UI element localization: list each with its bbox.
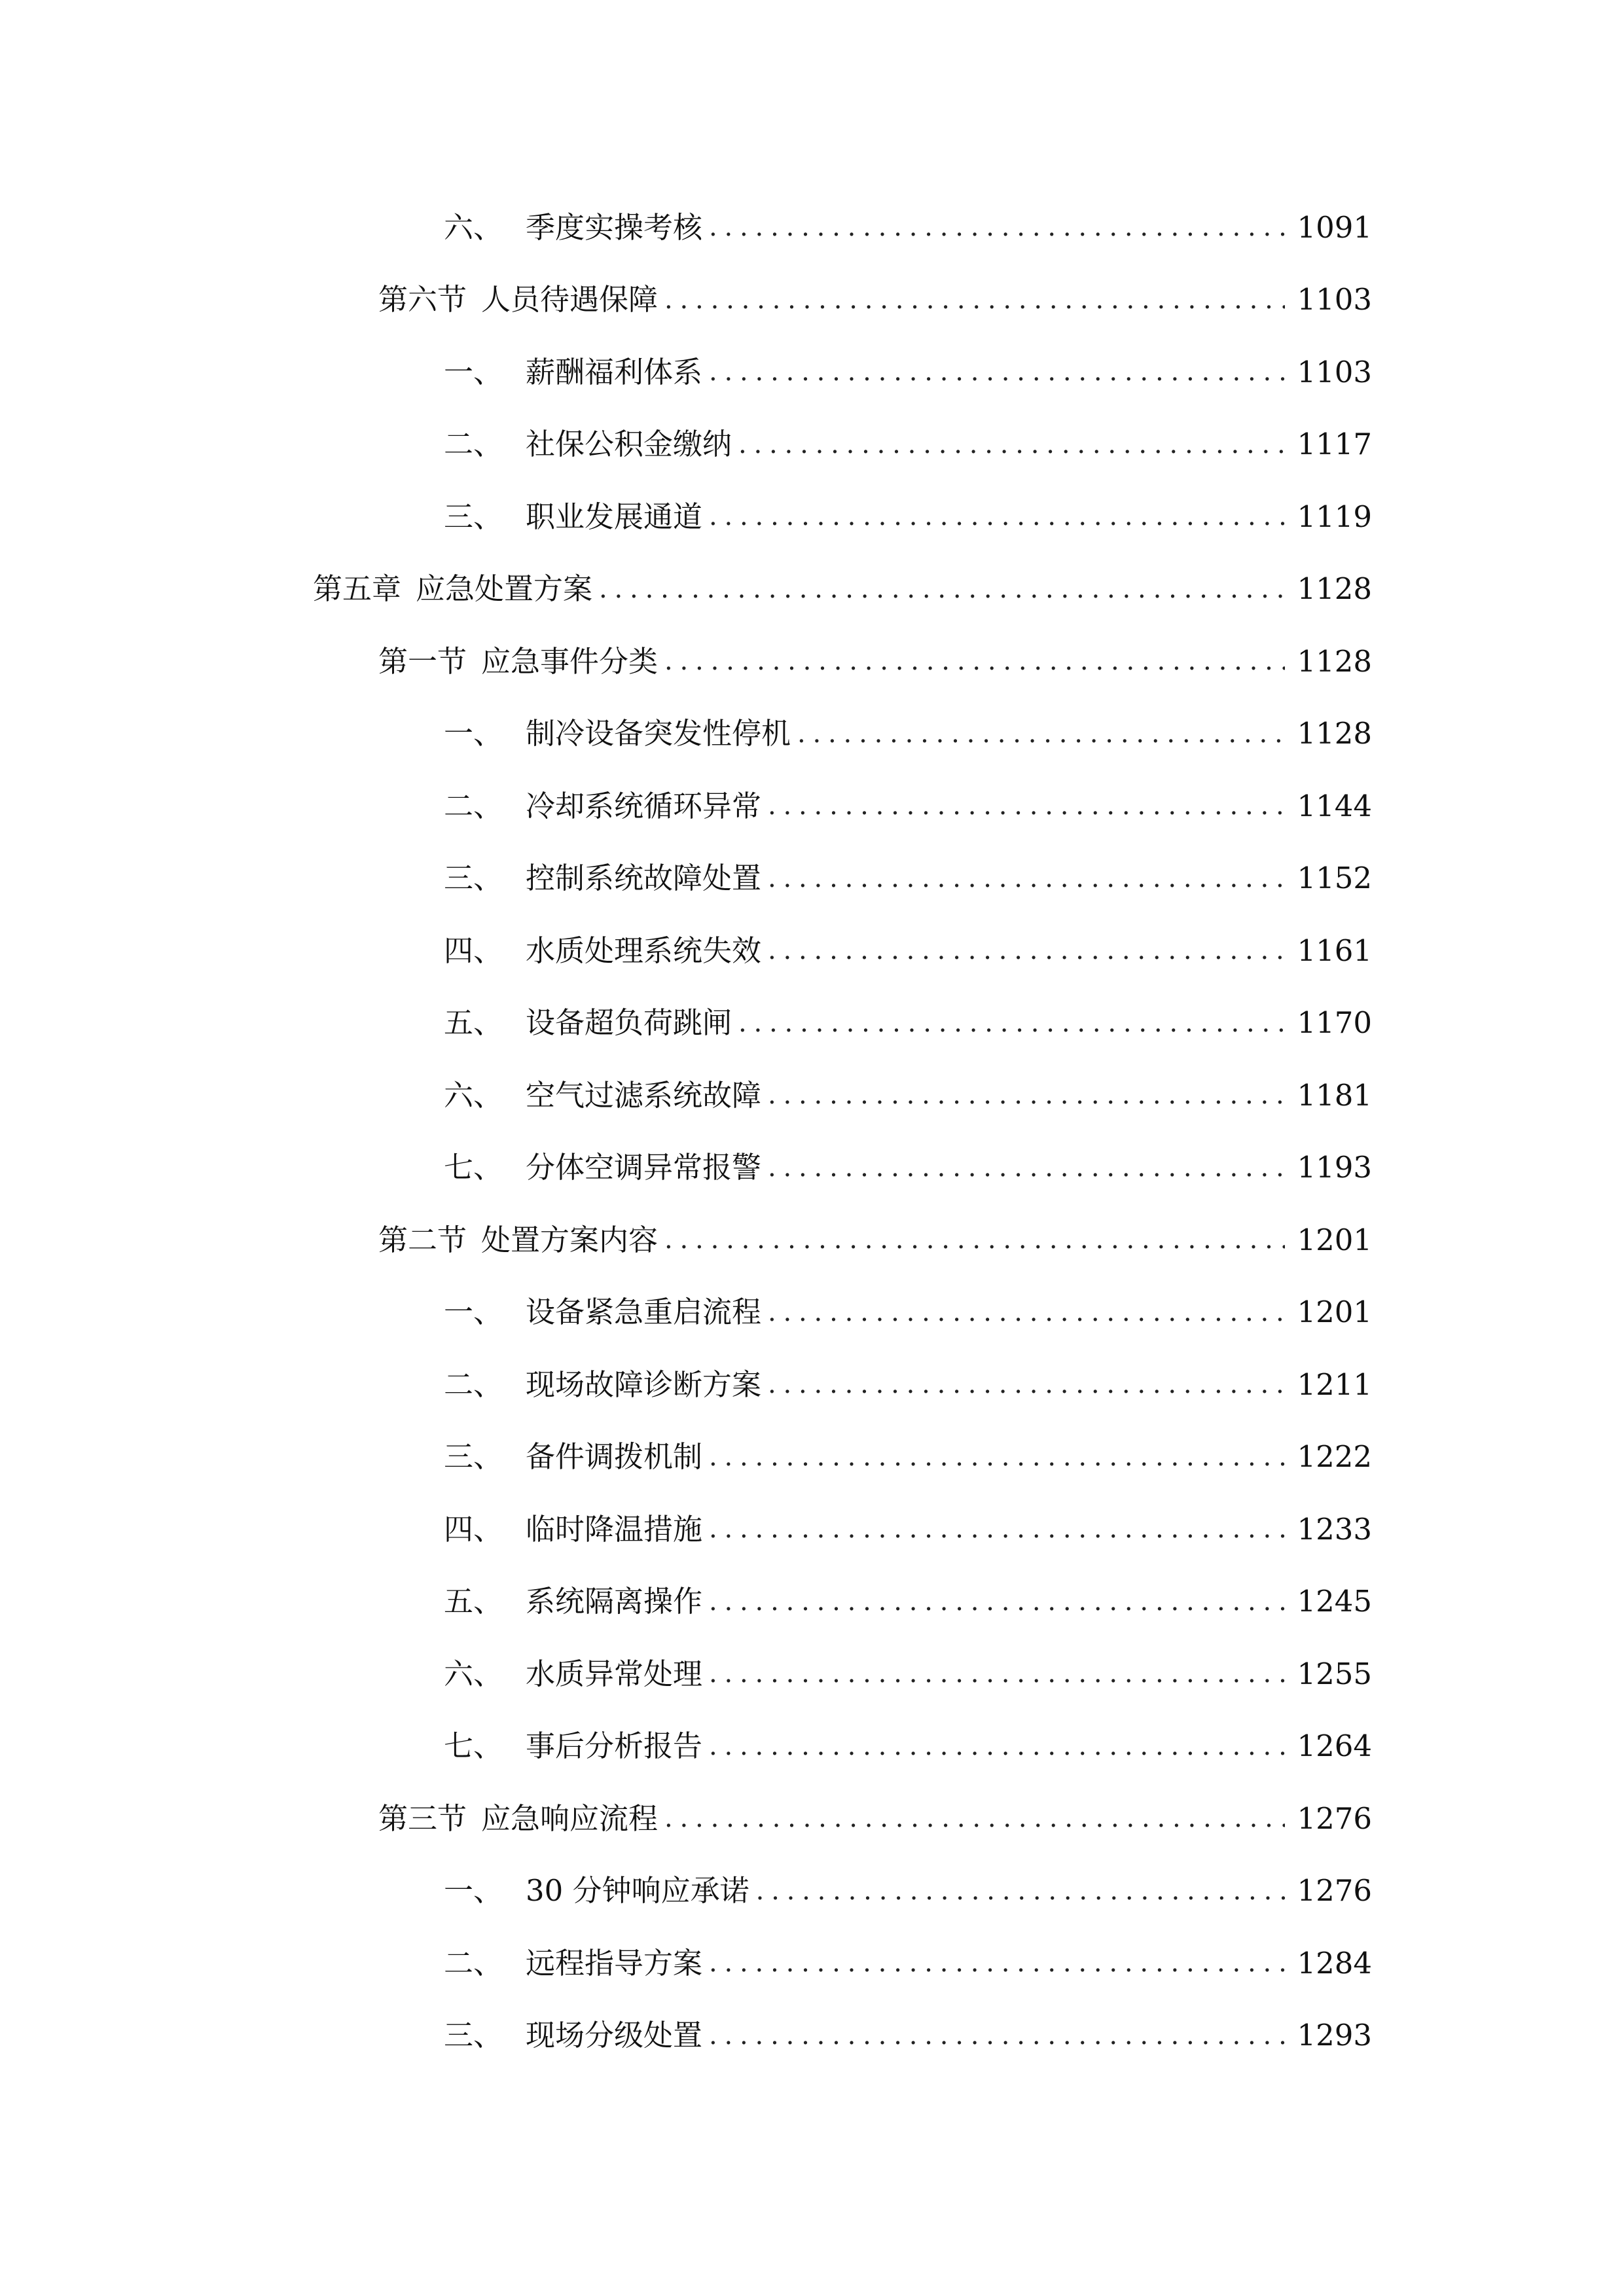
- dot-leader: [768, 1155, 1285, 1181]
- dot-leader: [709, 1950, 1285, 1976]
- toc-entry-number: 五、: [444, 1005, 503, 1041]
- dot-leader: [664, 1805, 1285, 1831]
- dot-leader: [768, 1371, 1285, 1397]
- toc-entry-title: 薪酬福利体系: [526, 354, 703, 389]
- toc-entry-number: 二、: [444, 788, 503, 823]
- toc-entry-title: 季度实操考核: [526, 209, 703, 245]
- dot-leader: [664, 648, 1285, 674]
- toc-entry-number: 二、: [444, 427, 503, 462]
- toc-entry-title: 现场故障诊断方案: [526, 1367, 762, 1402]
- toc-page-number: 1091: [1297, 209, 1372, 245]
- toc-entry-number: 一、: [444, 1295, 503, 1330]
- dot-leader: [768, 793, 1285, 819]
- dot-leader: [756, 1878, 1286, 1904]
- toc-label: [444, 427, 732, 462]
- toc-entry-title: 制冷设备突发性停机: [526, 716, 791, 751]
- toc-label: [378, 282, 659, 317]
- toc-entry-title: 事后分析报告: [526, 1729, 703, 1764]
- toc-entry[interactable]: [0, 1132, 1624, 1204]
- dot-leader: [709, 1516, 1285, 1542]
- toc-label: [444, 716, 791, 751]
- toc-chapter-title: 应急处置方案: [416, 571, 593, 607]
- toc-page-number: 1119: [1297, 499, 1372, 534]
- toc-entry-title: 水质异常处理: [526, 1656, 703, 1691]
- toc-chapter-number: 第五章: [313, 571, 402, 607]
- toc-label: [444, 1005, 732, 1041]
- dot-leader: [664, 287, 1285, 313]
- toc-label: [444, 1295, 762, 1330]
- toc-label: [444, 1439, 703, 1475]
- toc-label: [378, 1801, 659, 1836]
- toc-entry[interactable]: [0, 408, 1624, 481]
- toc-page-number: 1201: [1297, 1222, 1372, 1257]
- toc-entry-title: 空气过滤系统故障: [526, 1077, 762, 1113]
- toc-page-number: 1222: [1297, 1439, 1372, 1475]
- toc-entry[interactable]: [0, 914, 1624, 987]
- toc-entry-number: 二、: [444, 1945, 503, 1981]
- toc-entry-title: 水质处理系统失效: [526, 933, 762, 968]
- toc-entry-title: 社保公积金缴纳: [526, 427, 732, 462]
- toc-entry-number: 五、: [444, 1584, 503, 1619]
- toc-section-number: 第六节: [378, 282, 467, 317]
- toc-page-number: 1103: [1297, 282, 1372, 317]
- toc-entry-number: 六、: [444, 1077, 503, 1113]
- dot-leader: [709, 1588, 1285, 1615]
- toc-entry[interactable]: [0, 1493, 1624, 1566]
- toc-entry[interactable]: [0, 1782, 1624, 1855]
- toc-label: [444, 788, 762, 823]
- toc-entry[interactable]: [0, 1059, 1624, 1132]
- dot-leader: [768, 1082, 1285, 1108]
- toc-section-title: 应急响应流程: [481, 1801, 659, 1836]
- dot-leader: [664, 1227, 1285, 1253]
- toc-entry[interactable]: [0, 1421, 1624, 1494]
- toc-entry[interactable]: [0, 2000, 1624, 2072]
- dot-leader: [768, 1299, 1285, 1325]
- toc-entry-title: 职业发展通道: [526, 499, 703, 534]
- toc-section-number: 第一节: [378, 643, 467, 679]
- toc-entry-title: 30 分钟响应承诺: [526, 1873, 749, 1909]
- toc-entry-title: 控制系统故障处置: [526, 861, 762, 896]
- dot-leader: [599, 576, 1285, 602]
- toc-entry[interactable]: [0, 553, 1624, 626]
- toc-entry[interactable]: [0, 1855, 1624, 1928]
- toc-entry[interactable]: [0, 987, 1624, 1060]
- dot-leader: [709, 503, 1285, 529]
- toc-entry-title: 冷却系统循环异常: [526, 788, 762, 823]
- dot-leader: [709, 359, 1285, 385]
- toc-entry-title: 系统隔离操作: [526, 1584, 703, 1619]
- toc-entry[interactable]: [0, 625, 1624, 698]
- toc-label: [444, 354, 703, 389]
- toc-entry-number: 七、: [444, 1729, 503, 1764]
- toc-entry-title: 分体空调异常报警: [526, 1150, 762, 1185]
- toc-page-number: 1170: [1297, 1005, 1372, 1041]
- toc-entry-number: 四、: [444, 1511, 503, 1547]
- toc-label: [444, 2018, 703, 2053]
- dot-leader: [709, 214, 1285, 240]
- toc-entry-number: 一、: [444, 1873, 503, 1909]
- toc-label: [378, 1222, 659, 1257]
- toc-page-number: 1201: [1297, 1295, 1372, 1330]
- dot-leader: [768, 865, 1285, 891]
- toc-entry[interactable]: [0, 480, 1624, 553]
- toc-entry-title: 设备超负荷跳闸: [526, 1005, 732, 1041]
- toc-entry-number: 二、: [444, 1367, 503, 1402]
- toc-entry-number: 七、: [444, 1150, 503, 1185]
- toc-page-number: 1161: [1297, 933, 1372, 968]
- dot-leader: [797, 721, 1285, 747]
- toc-entry-number: 六、: [444, 1656, 503, 1691]
- toc-label: [444, 209, 703, 245]
- toc-page-number: 1233: [1297, 1511, 1372, 1547]
- toc-entry-title: 设备紧急重启流程: [526, 1295, 762, 1330]
- dot-leader: [709, 1660, 1285, 1687]
- toc-entry[interactable]: [0, 1927, 1624, 2000]
- toc-label: [378, 643, 659, 679]
- toc-label: [444, 1656, 703, 1691]
- toc-label: [444, 1729, 703, 1764]
- toc-section-title: 人员待遇保障: [481, 282, 659, 317]
- toc-entry-title: 备件调拨机制: [526, 1439, 703, 1475]
- toc-entry-title: 临时降温措施: [526, 1511, 703, 1547]
- toc-page-number: 1103: [1297, 354, 1372, 389]
- toc-entry-number: 四、: [444, 933, 503, 968]
- toc-entry-number: 一、: [444, 716, 503, 751]
- toc-entry-number: 三、: [444, 499, 503, 534]
- toc-page-number: 1128: [1297, 571, 1372, 607]
- toc-entry-number: 一、: [444, 354, 503, 389]
- toc-section-number: 第二节: [378, 1222, 467, 1257]
- dot-leader: [709, 1444, 1285, 1470]
- toc-page-number: 1255: [1297, 1656, 1372, 1691]
- toc-page-number: 1152: [1297, 861, 1372, 896]
- toc-entry[interactable]: [0, 1710, 1624, 1783]
- toc-entry-number: 三、: [444, 2018, 503, 2053]
- toc-page-number: 1181: [1297, 1077, 1372, 1113]
- toc-page-number: 1193: [1297, 1150, 1372, 1185]
- toc-entry-title: 远程指导方案: [526, 1945, 703, 1981]
- toc-entry[interactable]: [0, 1348, 1624, 1421]
- toc-entry[interactable]: [0, 770, 1624, 842]
- dot-leader: [709, 1733, 1285, 1759]
- dot-leader: [738, 1010, 1285, 1036]
- toc-entry[interactable]: [0, 698, 1624, 770]
- toc-label: [444, 861, 762, 896]
- toc-section-title: 应急事件分类: [481, 643, 659, 679]
- toc-section-number: 第三节: [378, 1801, 467, 1836]
- toc-entry[interactable]: [0, 1566, 1624, 1638]
- toc-page-number: 1128: [1297, 716, 1372, 751]
- dot-leader: [709, 2022, 1285, 2049]
- table-of-contents: [0, 191, 1624, 2072]
- toc-entry[interactable]: [0, 842, 1624, 915]
- toc-entry-title: 现场分级处置: [526, 2018, 703, 2053]
- toc-label: [313, 571, 593, 607]
- toc-page-number: 1293: [1297, 2018, 1372, 2053]
- toc-entry[interactable]: [0, 1204, 1624, 1276]
- toc-label: [444, 1584, 703, 1619]
- toc-page-number: 1276: [1297, 1873, 1372, 1909]
- toc-page-number: 1211: [1297, 1367, 1372, 1402]
- toc-label: [444, 1873, 749, 1909]
- toc-page-number: 1284: [1297, 1945, 1372, 1981]
- dot-leader: [738, 431, 1285, 457]
- toc-section-title: 处置方案内容: [481, 1222, 659, 1257]
- dot-leader: [768, 937, 1285, 963]
- toc-label: [444, 1945, 703, 1981]
- toc-label: [444, 1511, 703, 1547]
- toc-page-number: 1245: [1297, 1584, 1372, 1619]
- toc-page-number: 1276: [1297, 1801, 1372, 1836]
- toc-entry[interactable]: [0, 191, 1624, 264]
- toc-label: [444, 499, 703, 534]
- toc-entry[interactable]: [0, 1638, 1624, 1710]
- toc-label: [444, 1367, 762, 1402]
- toc-entry[interactable]: [0, 264, 1624, 336]
- toc-entry-number: 三、: [444, 1439, 503, 1475]
- toc-page-number: 1117: [1297, 427, 1372, 462]
- toc-page-number: 1144: [1297, 788, 1372, 823]
- toc-label: [444, 933, 762, 968]
- toc-entry[interactable]: [0, 336, 1624, 408]
- toc-page-number: 1264: [1297, 1729, 1372, 1764]
- toc-label: [444, 1077, 762, 1113]
- toc-label: [444, 1150, 762, 1185]
- toc-page-number: 1128: [1297, 643, 1372, 679]
- toc-entry-number: 六、: [444, 209, 503, 245]
- toc-entry-number: 三、: [444, 861, 503, 896]
- toc-entry[interactable]: [0, 1276, 1624, 1349]
